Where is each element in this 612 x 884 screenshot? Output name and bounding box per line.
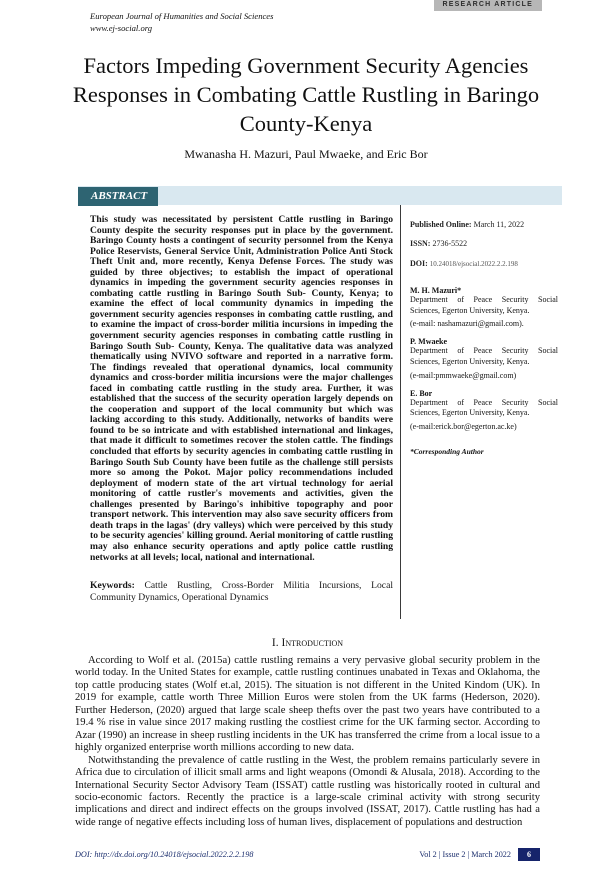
introduction-paragraph-2: Notwithstanding the prevalence of cattle rustling in the West, the problem remains particularly severe in Africa due to circulation of illicit small arms and light weapons (Omondi & Alusala, 2018). According to the International Security Sector Advisory Team (ISSAT) cattle rustling was historically rooted in cultural and socio-economic factors. Recently the practice is a large-scale criminal activity with strong security implications and direct and indirect effects on the groups involved (ISSAT, 2017). Cattle rustling has had a wide range of negative effects including loss of human lives, displacement of populations and destruction — [75, 754, 540, 828]
keywords-line — [90, 580, 393, 603]
abstract-header-bar — [78, 186, 562, 205]
article-title: Factors Impeding Government Security Agencies Responses in Combating Cattle Rustling in Baringo County-Kenya — [72, 53, 540, 136]
issn-label: ISSN: — [410, 239, 431, 249]
author-block-mazuri — [410, 286, 558, 328]
issn-value: 2736-5522 — [432, 239, 468, 249]
journal-name: European Journal of Humanities and Social Sciences — [90, 11, 274, 21]
author-affiliation: Department of Peace Security Social Sciences, Egerton University, Kenya. — [410, 295, 558, 315]
journal-header — [90, 10, 273, 34]
author-block-bor — [410, 389, 558, 431]
abstract-heading: ABSTRACT — [78, 187, 158, 206]
author-email-link[interactable]: (e-mail: nashamazuri@gmail.com). — [410, 319, 524, 329]
article-authors: Mwanasha H. Mazuri, Paul Mwaeke, and Eric Bor — [184, 147, 428, 161]
author-email-link[interactable]: (e-mail:pmmwaeke@gmail.com) — [410, 370, 517, 380]
doi-label: DOI: — [410, 258, 428, 268]
author-name: E. Bor — [410, 388, 433, 398]
volume-issue-date: Vol 2 | Issue 2 | March 2022 — [419, 850, 511, 859]
research-article-badge: RESEARCH ARTICLE — [434, 0, 543, 11]
doi-row — [410, 259, 558, 269]
introduction-body — [75, 655, 540, 829]
corresponding-author-note: *Corresponding Author — [410, 446, 484, 456]
footer-issue-info — [419, 848, 540, 861]
abstract-section — [78, 205, 562, 619]
author-affiliation: Department of Peace Security Social Sciences, Egerton University, Kenya. — [410, 397, 558, 418]
published-online-label: Published Online: — [410, 220, 472, 229]
author-affiliation: Department of Peace Security Social Sciences, Egerton University, Kenya. — [410, 346, 558, 367]
author-name: M. H. Mazuri* — [410, 286, 462, 296]
author-email-link[interactable]: (e-mail:erick.bor@egerton.ac.ke) — [410, 421, 517, 431]
keywords-label: Keywords: — [90, 580, 135, 592]
author-block-mwaeke — [410, 337, 558, 379]
author-name: P. Mwaeke — [410, 337, 448, 347]
journal-url-link[interactable]: www.ej-social.org — [90, 23, 153, 34]
introduction-heading: I. Introduction — [271, 637, 344, 649]
published-online-value: March 11, 2022 — [473, 220, 525, 229]
page-footer — [75, 848, 540, 861]
issn-row — [410, 239, 558, 249]
page-number-badge: 6 — [518, 848, 540, 861]
doi-value-link[interactable]: 10.24018/ejsocial.2022.2.2.198 — [429, 259, 518, 268]
abstract-text: This study was necessitated by persistent Cattle rustling in Baringo County despite the security responses put in place by the government. Baringo County hosts a contingent of security personnel from the Kenya Police Reservists, General Service Unit, Administration Police Anti Stock Theft Unit and, more recently, Kenya Defense Forces. The study was guided by three objectives; to establish the impact of operational dynamics in impeding the government security agencies responses in combating cattle rustling in Baringo South Sub- County, Kenya; to examine the effect of local community dynamics in impeding the government security agencies responses in combating cattle rustling, and to examine the impact of cross-border militia incursions in impeding the government security agencies responses in combating cattle rustling in Baringo South Sub- County, Kenya. The qualitative data was analyzed thematically using NVIVO software and reported in a narrative form. The findings revealed that operational dynamics, local community dynamics and cross-border militia incursions were the major challenges faced in combating cattle rustling in the study area. Further, it was established that the success of the security operation largely depends on the cooperation and support of the local community but which was lacking according to this study. Additionally, networks of bandits were found to be so intricate and with established international and linkages, that made it difficult to sometimes recover the stolen cattle. The findings concluded that efforts by security agencies in combating cattle rustling in Baringo South Sub County have been futile as the challenge still persists more so among the Pokot. Major policy recommendations included deployment of modern state of the art virtual technology for aerial monitoring of cattle rustler's movements and activities, given the challenges presented by Baringo's inhibitive topography and poor transport network. This intervention may also save security officers from death traps in the lagas' (dry valleys) which were perceived by this study to be security agencies' killing ground. Aerial monitoring of cattle rustling may also enhance security operations and aptly police cattle rustling networks at all levels; local, national and international. — [90, 214, 393, 563]
publication-sidebar — [400, 205, 562, 619]
footer-doi-link[interactable]: DOI: http://dx.doi.org/10.24018/ejsocial.2022.2.2.198 — [75, 850, 254, 859]
abstract-column — [78, 205, 400, 619]
published-online-row — [410, 220, 558, 230]
introduction-paragraph-1: According to Wolf et al. (2015a) cattle rustling remains a very pervasive global security problem in the world today. In the United States for example, cattle rustling continues unabated in Texas and Oklahoma, the top cattle producing states (Wolf et.al, 2015). The situation is not different in the United Kindom (UK). In 2019 for example, cattle worth Three Million Euros were stolen from the UK farms (Hederson, 2020). Further Hederson, (2020) argued that large scale sheep thefts over the past two years have contributed to a 19.4 % rise in value since 2017 making rustling the costliest crime for the UK farming sector. According to Azar (1990) an increase in sheep rustling incidents in the UK has transferred the crime from a local issue to a highly organized enterprise worth millions according to new data. — [75, 655, 540, 754]
keywords-text: Cattle Rustling, Cross-Border Militia Incursions, Local Community Dynamics, Operational Dynamics — [90, 580, 393, 603]
